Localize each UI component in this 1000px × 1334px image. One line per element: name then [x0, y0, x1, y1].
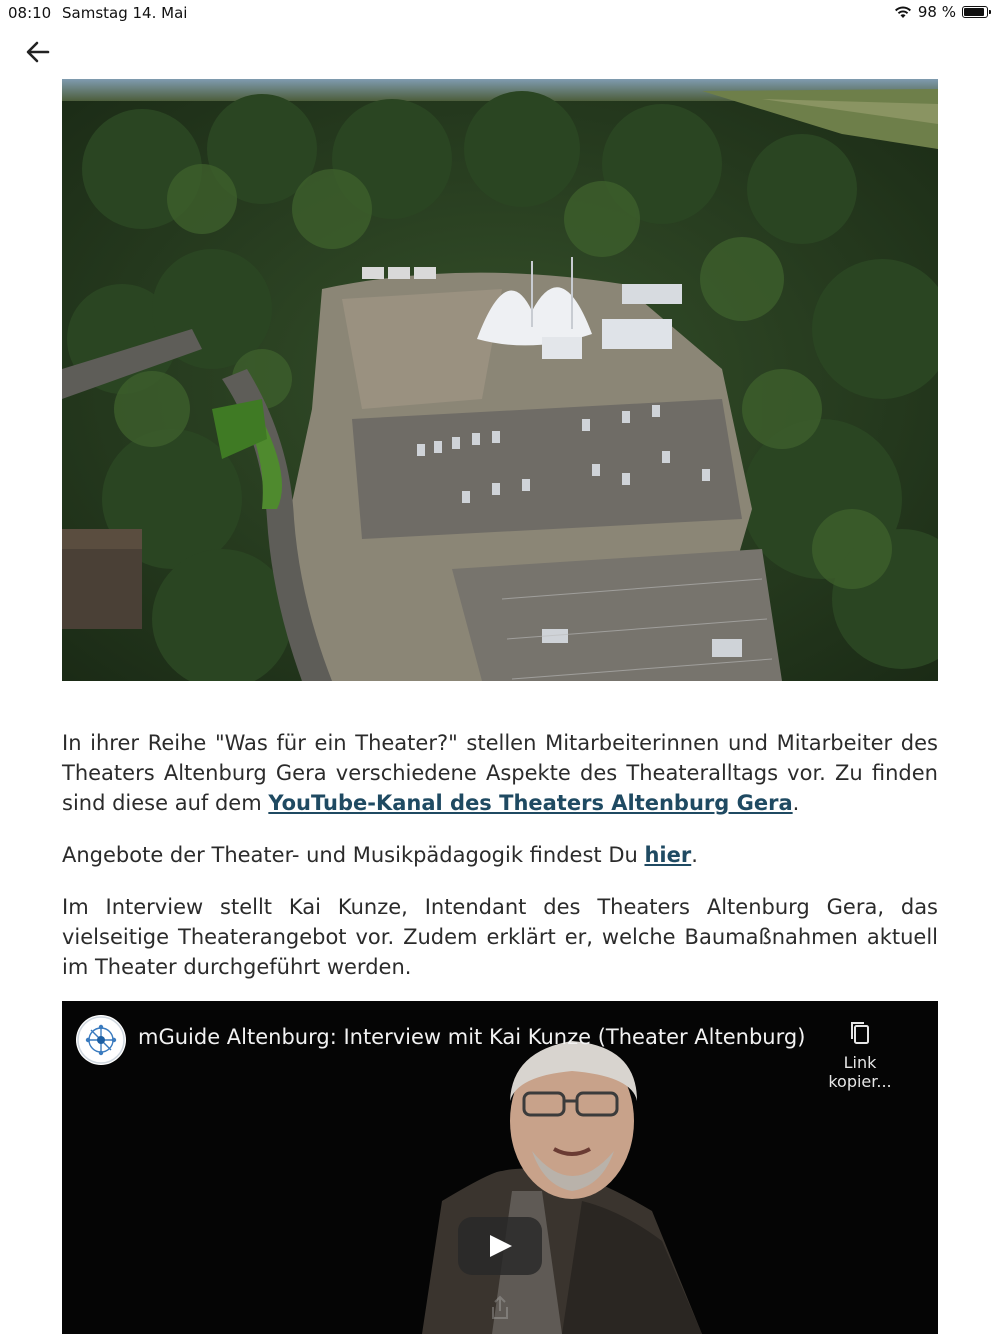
copy-link-button[interactable] [810, 1019, 910, 1091]
article-body [62, 728, 938, 1004]
copy-icon [847, 1019, 873, 1047]
status-time: 08:10 [8, 4, 52, 22]
aerial-photo [62, 79, 938, 681]
arrow-left-icon [22, 36, 54, 68]
paragraph-offers-end: . [691, 843, 698, 867]
wifi-icon [894, 5, 912, 19]
offers-link[interactable]: hier [644, 843, 692, 867]
play-icon [458, 1217, 542, 1275]
copy-link-label: Link kopier... [828, 1053, 892, 1091]
paragraph-intro-end: . [792, 791, 800, 815]
status-indicators [894, 3, 988, 21]
video-player[interactable] [62, 1001, 938, 1334]
paragraph-offers-text: Angebote der Theater- und Musikpädagogik findest Du [62, 843, 645, 867]
battery-icon [962, 6, 988, 18]
back-button[interactable] [22, 36, 54, 68]
share-icon[interactable] [488, 1295, 512, 1321]
status-bar [0, 0, 1000, 26]
video-scene [62, 1001, 938, 1334]
network-logo-icon [76, 1015, 126, 1065]
paragraph-interview: Im Interview stellt Kai Kunze, Intendant des Theaters Altenburg Gera, das vielseitige Theaterangebot vor. Zudem erklärt er, welche Baumaßnahmen aktuell im Theater durchgeführt werden. [62, 895, 938, 979]
video-title[interactable]: mGuide Altenburg: Interview mit Kai Kunze (Theater Altenburg) [138, 1025, 806, 1049]
paragraph-intro-text: In ihrer Reihe "Was für ein Theater?" stellen Mitarbeiterinnen und Mitarbeiter des Theaters Altenburg Gera verschiedene Aspekte des Theateralltags vor. Zu finden sind diese auf dem [62, 731, 938, 815]
channel-logo[interactable] [76, 1015, 126, 1065]
youtube-channel-link[interactable]: YouTube-Kanal des Theaters Altenburg Gera [268, 791, 793, 815]
paragraph-offers [62, 840, 938, 870]
paragraph-intro [62, 728, 938, 818]
play-button[interactable] [458, 1217, 542, 1275]
hero-image [62, 79, 938, 681]
battery-percent: 98 % [917, 3, 956, 21]
status-date: Samstag 14. Mai [62, 4, 188, 22]
